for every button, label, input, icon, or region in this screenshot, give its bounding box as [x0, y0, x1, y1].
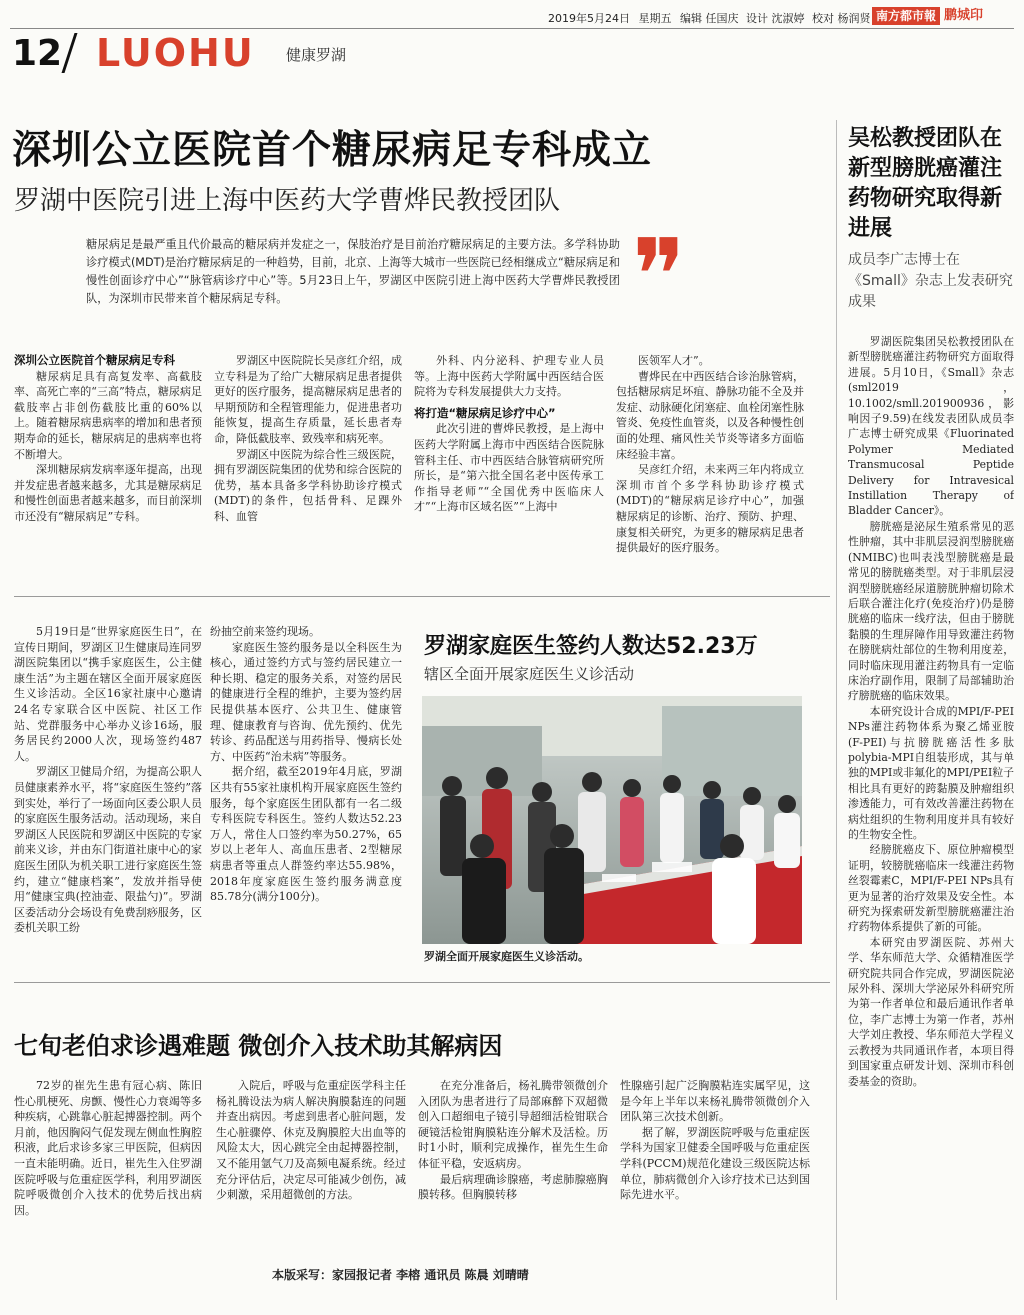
article1-section1-head: 深圳公立医院首个糖尿病足专科	[14, 353, 175, 367]
page-number: 12	[12, 33, 63, 74]
paragraph: 膀胱癌是泌尿生殖系常见的恶性肿瘤，其中非肌层浸润型膀胱癌(NMIBC)也叫表浅型膀胱癌是最常见的膀胱癌类型。对于非肌层浸润型膀胱癌经尿道膀胱肿瘤切除术后联合灌注化疗(免疫治疗)仍是膀胱癌的临床一线疗法，但由于膀胱黏膜的生理屏障作用导致灌注药物在膀胱病灶部位的生物利用度差，同时临床现用灌注药物具有一定临床治疗副作用，限制了局部辅助治疗膀胱癌的临床效果。	[848, 519, 1014, 703]
paragraph: 5月19日是“世界家庭医生日”，在宣传日期间，罗湖区卫生健康局连同罗湖医院集团以“携手家庭医生，公主健康生活”为主题在辖区全面开展家庭医生义诊活动。全区16家社康中心邀请24名专家联合区中医院、社区工作站、党群服务中心举办义诊16场，服务居民约2000人次，现场签约487人。	[14, 625, 202, 763]
footer-credit: 本版采写：家园报记者 李榕 通讯员 陈晨 刘晴晴	[272, 1268, 529, 1282]
paragraph: 曹烨民在中西医结合诊治脉管病，包括糖尿病足坏疽、静脉功能不全及并发症、动脉硬化闭塞症、血栓闭塞性脉管炎、免疫性血管炎，以及各种慢性创面的处理、痛风性关节炎等诸多方面临床经验丰富。	[616, 369, 804, 461]
paragraph: 性腺癌引起广泛胸膜粘连实属罕见，这是今年上半年以来杨礼腾带领微创介入团队第三次技术创新。	[620, 1079, 810, 1124]
paragraph: 家庭医生签约服务是以全科医生为核心，通过签约方式与签约居民建立一种长期、稳定的服务关系，对签约居民的健康进行全程的维护，主要为签约居民提供基本医疗、公共卫生、健康管理、健康教育与咨询、优先预约、优先转诊、药品配送与用药指导、慢病长处方、中医药“治未病”等服务。	[210, 640, 402, 763]
paragraph: 72岁的崔先生患有冠心病、陈旧性心肌梗死、房颤、慢性心力衰竭等多种疾病，心跳靠心脏起搏器控制。两个月前，他因胸闷气促发现左侧血性胸腔积液，此后求诊多家三甲医院，但病因一直未能明确。近日，崔先生入住罗湖医院呼吸与危重症医学科，利用罗湖医院呼吸微创介入技术的优势后找出病因。	[14, 1079, 202, 1217]
paragraph: 深圳糖尿病发病率逐年提高，出现并发症患者越来越多，尤其是糖尿病足和慢性创面患者越来越多，而目前深圳市还没有“糖尿病足”专科。	[14, 463, 202, 523]
section-subtitle: 健康罗湖	[286, 46, 347, 64]
article1-lead: 糖尿病足是最严重且代价最高的糖尿病并发症之一，保肢治疗是目前治疗糖尿病足的主要方法。多学科协助诊疗模式(MDT)是治疗糖尿病足的一种趋势，目前，北京、上海等大城市一些医院已经相继成立“糖尿病足和慢性创面诊疗中心”“脉管病诊疗中心”等。5月23日上午，罗湖区中医院引进上海中医药大学曹烨民教授团队，为深圳市民带来首个糖尿病足专科。	[86, 238, 620, 305]
article1-headline: 深圳公立医院首个糖尿病足专科成立	[12, 128, 653, 173]
article3-headline: 七旬老伯求诊遇难题 微创介入技术助其解病因	[14, 1032, 503, 1060]
article3-col-1	[14, 1078, 202, 1248]
article3-col-2	[216, 1078, 406, 1248]
paragraph: 本研究设计合成的MPI/F-PEI NPs灌注药物体系为聚乙烯亚胺(F-PEI)与抗膀胱癌活性多肽polybia-MPI自组装形成，其与单独的MPI或非氟化的MPI/PEI粒子相比具有更好的跨黏膜及肿瘤组织渗透能力，可有效改善灌注药物在病灶组织的生物利用度并具有较好的生物安全性。	[848, 704, 1014, 841]
sidebar-body	[848, 334, 1014, 1300]
paragraph: 罗湖区中医院为综合性三级医院，拥有罗湖医院集团的优势和综合医院的优势，基本具备多学科协助诊疗模式(MDT)的条件，包括骨科、足踝外科、血管	[214, 447, 402, 523]
article1-col-2	[214, 353, 402, 568]
paragraph: 入院后，呼吸与危重症医学科主任杨礼腾设法为病人解决胸膜黏连的问题并查出病因。考虑到患者心脏问题，发生心脏骤停、休克及胸膜腔大出血等的风险太大，因心跳完全由起搏器控制，又不能用氩气刀及高频电凝系统。经过充分评估后，决定尽可能减少创伤，减少刺激，采用超微创的方法。	[216, 1079, 406, 1202]
article3-col-4	[620, 1078, 810, 1248]
paragraph: 罗湖区中医院院长吴彦红介绍，成立专科是为了给广大糖尿病足患者提供更好的医疗服务，提高糖尿病足患者的早期预防和全程管理能力，促进患者功能恢复，提高生存质量，延长患者寿命，降低截肢率、致残率和病死率。	[214, 354, 402, 445]
section-title: LUOHU	[96, 31, 255, 75]
slash-divider	[62, 33, 78, 73]
article2-col-2	[210, 624, 402, 964]
article2-subheadline: 辖区全面开展家庭医生义诊活动	[424, 665, 635, 683]
masthead-rule	[10, 28, 1014, 29]
paragraph: 糖尿病足具有高复发率、高截肢率、高死亡率的“三高”特点，糖尿病足截肢率占非创伤截肢比重的60%以上。随着糖尿病患病率的增加和患者预期寿命的延长，糖尿病足的患病率也将不断增大。	[14, 369, 202, 461]
article3-col-3	[418, 1078, 608, 1248]
paper-logo	[872, 7, 940, 25]
article1-bottom-rule	[14, 596, 830, 597]
article1-section2-head: 将打造“糖尿病足诊疗中心”	[414, 405, 556, 420]
article1-col-4	[616, 353, 804, 568]
article1-col-1	[14, 353, 202, 568]
paragraph: 纷抽空前来签约现场。	[210, 625, 320, 638]
paragraph: 罗湖医院集团吴松教授团队在新型膀胱癌灌注药物研究方面取得进展。5月10日，《Small》杂志(sml2019，10.1002/smll.201900936，影响因子9.59)在线发表团队成员李广志博士研究成果《Fluorinated Polymer Mediated Transmucosal Peptide Delivery for Intravesical Instillation Therapy of Bladder Cancer》。	[848, 335, 1014, 518]
quote-mark-icon: ❞	[632, 217, 686, 334]
sidebar-divider	[836, 120, 837, 1300]
article2-col-1	[14, 624, 202, 964]
masthead-meta	[548, 10, 871, 26]
brand-logo	[944, 7, 983, 25]
article1-col-3	[414, 353, 604, 568]
paragraph: 吴彦红介绍，未来两三年内将成立深圳市首个多学科协助诊疗模式(MDT)的“糖尿病足诊疗中心”，加强糖尿病足的诊断、治疗、预防、护理、康复相关研究，为更多的糖尿病足患者提供最好的医疗服务。	[616, 463, 804, 555]
paragraph: 此次引进的曹烨民教授，是上海中医药大学附属上海市中西医结合医院脉管科主任、市中西医结合脉管病研究所所长，是“第六批全国名老中医传承工作指导老师”“全国优秀中医临床人才”“上海市区域名医”“上海中	[414, 422, 604, 514]
article2-headline: 罗湖家庭医生签约人数达52.23万	[424, 634, 758, 659]
article2-photo-caption: 罗湖全面开展家庭医生义诊活动。	[424, 950, 589, 963]
issue-date: 2019年5月24日	[548, 12, 630, 25]
designer-name: 沈淑婷	[771, 12, 805, 25]
editor-name: 任国庆	[705, 12, 739, 25]
paper-name: 南方都市報	[876, 9, 937, 23]
editor-label: 编辑	[680, 12, 702, 25]
paragraph: 经膀胱癌皮下、原位肿瘤模型证明，较膀胱癌临床一线灌注药物丝裂霉素C，MPI/F-PEI NPs具有更为显著的治疗效果及安全性。本研究为探索研发新型膀胱癌灌注治疗药物体系提供了新的可能。	[848, 843, 1014, 934]
paragraph: 外科、内分泌科、护理专业人员等。上海中医药大学附属中西医结合医院将为专科发展提供大力支持。	[414, 354, 604, 399]
photo-illustration	[422, 696, 802, 944]
proofreader-label: 校对	[812, 12, 834, 25]
paragraph: 医领军人才”。	[638, 354, 710, 367]
designer-label: 设计	[746, 12, 768, 25]
article1-subheadline: 罗湖中医院引进上海中医药大学曹烨民教授团队	[14, 186, 561, 216]
article2-bottom-rule	[14, 982, 830, 983]
brand-name: 鹏城印	[944, 8, 984, 23]
paragraph: 本研究由罗湖医院、苏州大学、华东师范大学、众循精准医学研究院共同合作完成，罗湖医院泌尿外科、深圳大学泌尿外科研究所为第一作者单位和最后通讯作者单位，李广志博士为第一作者，苏州大学刘庄教授、华东师范大学程义云教授为共同通讯作者，本项目得到国家重点研发计划、深圳市科创委基金的资助。	[848, 935, 1014, 1088]
paragraph: 据介绍，截至2019年4月底，罗湖区共有55家社康机构开展家庭医生签约服务，每个家庭医生团队都有一名二级专科医院专科医生。签约人数达52.23万人，常住人口签约率为50.27%，65岁以上老年人、高血压患者、2型糖尿病患者等重点人群签约率达55.98%，2018年度家庭医生签约服务满意度85.78分(满分100分)。	[210, 765, 402, 904]
paragraph: 最后病理确诊腺癌，考虑肺腺癌胸膜转移。但胸膜转移	[418, 1172, 608, 1202]
issue-weekday: 星期五	[638, 12, 672, 25]
sidebar-headline: 吴松教授团队在新型膀胱癌灌注药物研究取得新进展	[848, 126, 1003, 241]
article2-photo	[422, 696, 802, 944]
paragraph: 据了解，罗湖医院呼吸与危重症医学科为国家卫健委全国呼吸与危重症医学科(PCCM)规范化建设三级医院达标单位，肺病微创介入诊疗技术已达到国际先进水平。	[620, 1125, 810, 1202]
paragraph: 在充分准备后，杨礼腾带领微创介入团队为患者进行了局部麻醉下双超微创入口超细电子镜引导超细活检钳联合硬镜活检钳胸膜粘连分解术及活检。历时1小时，顺利完成操作，崔先生生命体征平稳，安返病房。	[418, 1079, 608, 1170]
paragraph: 罗湖区卫健局介绍，为提高公职人员健康素养水平，将“家庭医生签约”落到实处，举行了一场面向区委公职人员的家庭医生服务活动。活动现场，来自罗湖区人民医院和罗湖区中医院的专家前来义诊，并由东门街道社康中心的家庭医生团队为机关职工进行家庭医生签约，建立“健康档案”，发放并指导使用“健康宝典(控油壶、限盐勺)”。罗湖区委活动分会场设有免费刮痧服务，区委机关职工纷	[14, 765, 202, 935]
sidebar-deck: 成员李广志博士在《Small》杂志上发表研究成果	[848, 252, 1013, 310]
proofreader-name: 杨润贤	[837, 12, 871, 25]
